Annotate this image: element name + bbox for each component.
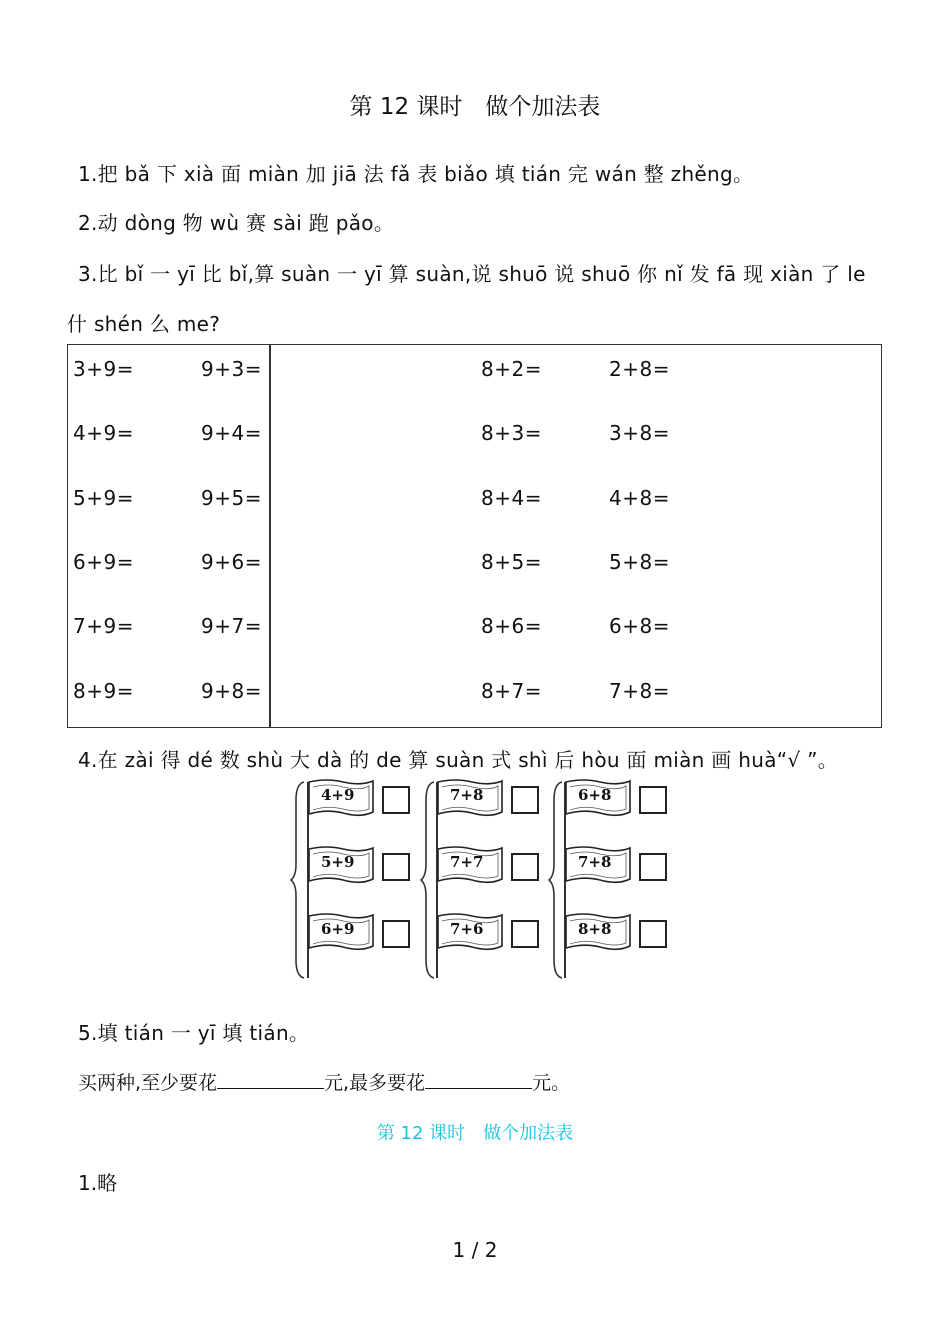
flag — [564, 845, 704, 891]
equation-cell: 9+3= — [201, 357, 262, 381]
flag — [436, 912, 576, 958]
equation-cell: 3+9= — [73, 357, 134, 381]
flag-equation: 6+9 — [321, 920, 355, 938]
equation-cell: 4+8= — [609, 486, 670, 510]
equation-cell: 6+8= — [609, 614, 670, 638]
equation-cell: 8+6= — [481, 614, 542, 638]
flag-equation: 7+8 — [578, 853, 612, 871]
equation-cell: 8+4= — [481, 486, 542, 510]
flag — [564, 778, 704, 824]
answer-checkbox[interactable] — [382, 920, 410, 948]
question-5: 5.填 tián 一 yī 填 tián。 — [78, 1021, 310, 1045]
equation-cell: 6+9= — [73, 550, 134, 574]
equation-cell: 5+8= — [609, 550, 670, 574]
answer-checkbox[interactable] — [511, 853, 539, 881]
question-5-sentence — [78, 1068, 570, 1095]
page-title: 第 12 课时 做个加法表 — [349, 94, 601, 120]
equation-cell: 7+8= — [609, 679, 670, 703]
equation-cell: 2+8= — [609, 357, 670, 381]
equation-cell: 5+9= — [73, 486, 134, 510]
table-divider — [269, 345, 271, 727]
equation-cell: 8+9= — [73, 679, 134, 703]
equation-cell: 4+9= — [73, 421, 134, 445]
addition-table — [67, 344, 882, 728]
min-cost-blank[interactable] — [217, 1070, 324, 1089]
answer-checkbox[interactable] — [639, 920, 667, 948]
answer-1: 1.略 — [78, 1171, 118, 1195]
question-3-line-2: 什 shén 么 me? — [67, 312, 221, 336]
question-3-line-1: 3.比 bǐ 一 yī 比 bǐ,算 suàn 一 yī 算 suàn,说 shuō 说 shuō 你 nǐ 发 fā 现 xiàn 了 le — [78, 262, 866, 286]
equation-cell: 3+8= — [609, 421, 670, 445]
flag-equation: 7+6 — [450, 920, 484, 938]
flag — [436, 845, 576, 891]
answer-checkbox[interactable] — [511, 786, 539, 814]
equation-cell: 8+5= — [481, 550, 542, 574]
flag — [436, 778, 576, 824]
flag — [307, 845, 447, 891]
equation-cell: 7+9= — [73, 614, 134, 638]
q5-text-1: 买两种,至少要花 — [78, 1072, 218, 1094]
q5-text-3: 元。 — [532, 1072, 571, 1094]
equation-cell: 9+6= — [201, 550, 262, 574]
answer-checkbox[interactable] — [382, 853, 410, 881]
flag — [564, 912, 704, 958]
question-4: 4.在 zài 得 dé 数 shù 大 dà 的 de 算 suàn 式 shì 后 hòu 面 miàn 画 huà“√ ”。 — [78, 748, 839, 772]
answer-checkbox[interactable] — [639, 853, 667, 881]
equation-cell: 8+2= — [481, 357, 542, 381]
answer-checkbox[interactable] — [511, 920, 539, 948]
brace-icon — [290, 780, 308, 980]
flag-equation: 5+9 — [321, 853, 355, 871]
q5-text-2: 元,最多要花 — [324, 1072, 426, 1094]
flag-equation: 8+8 — [578, 920, 612, 938]
flag — [307, 912, 447, 958]
answer-checkbox[interactable] — [639, 786, 667, 814]
equation-cell: 9+8= — [201, 679, 262, 703]
flag-equation: 4+9 — [321, 786, 355, 804]
flag-equation: 7+8 — [450, 786, 484, 804]
answer-checkbox[interactable] — [382, 786, 410, 814]
answer-section-title: 第 12 课时 做个加法表 — [376, 1123, 574, 1144]
equation-cell: 9+7= — [201, 614, 262, 638]
equation-cell: 9+4= — [201, 421, 262, 445]
question-1: 1.把 bǎ 下 xià 面 miàn 加 jiā 法 fǎ 表 biǎo 填 tián 完 wán 整 zhěng。 — [78, 162, 754, 186]
question-2: 2.动 dòng 物 wù 赛 sài 跑 pǎo。 — [78, 211, 395, 235]
flag — [307, 778, 447, 824]
max-cost-blank[interactable] — [425, 1070, 532, 1089]
page-indicator: 1 / 2 — [452, 1238, 498, 1262]
equation-cell: 8+7= — [481, 679, 542, 703]
flag-equation: 7+7 — [450, 853, 484, 871]
equation-cell: 8+3= — [481, 421, 542, 445]
equation-cell: 9+5= — [201, 486, 262, 510]
flag-equation: 6+8 — [578, 786, 612, 804]
